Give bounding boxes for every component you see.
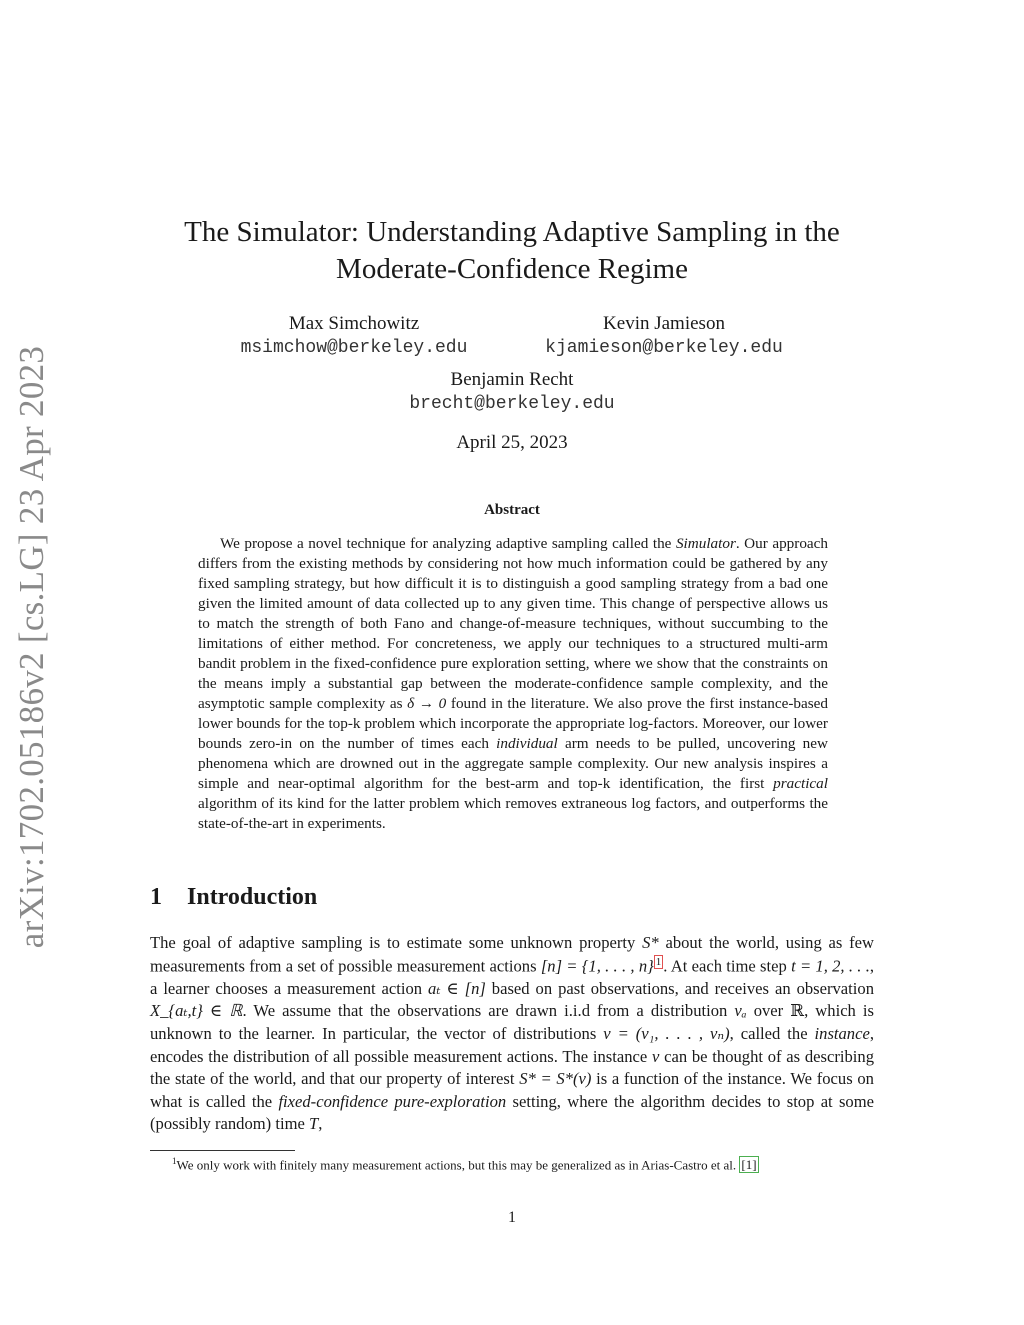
abstract-heading: Abstract — [484, 502, 540, 518]
section-heading-introduction — [150, 884, 317, 911]
citation-link[interactable]: [1] — [741, 1157, 757, 1173]
footnote-mark: 1 — [172, 1156, 177, 1166]
section-number: 1 — [150, 884, 162, 910]
section-title: Introduction — [187, 884, 318, 910]
author-name: Benjamin Recht — [450, 369, 574, 390]
title-line-2: Moderate-Confidence Regime — [336, 253, 688, 285]
footnote-link[interactable]: 1 — [655, 955, 662, 968]
author-name: Kevin Jamieson — [603, 313, 725, 334]
author-email[interactable]: kjamieson@berkeley.edu — [545, 338, 783, 358]
author-email[interactable]: brecht@berkeley.edu — [409, 394, 615, 414]
abstract-body: We propose a novel technique for analyzing adaptive sampling called the Simulator. Our approach differs from the existing methods by considering not how much information could be gathered by any fixed sampling strategy, but how difficult it is to distinguish a good sampling strategy from a bad one given the limited amount of data collected up to any given time. This change of perspective allows us to match the strength of both Fano and change-of-measure techniques, without succumbing to the limitations of either method. For concreteness, we apply our techniques to a structured multi-arm bandit problem in the fixed-confidence pure exploration setting, where we show that the constraints on the means imply a substantial gap between the moderate-confidence sample complexity, and the asymptotic sample complexity as δ → 0 found in the literature. We also prove the first instance-based lower bounds for the top-k problem which incorporate the appropriate log-factors. Moreover, our lower bounds zero-in on the number of times each individual arm needs to be pulled, uncovering new phenomena which are drowned out in the aggregate sample complexity. Our new analysis inspires a simple and near-optimal algorithm for the best-arm and top-k identification, the first practical algorithm of its kind for the latter problem which removes extraneous log factors, and outperforms the state-of-the-art in experiments. — [198, 535, 829, 832]
arxiv-id-text: arXiv:1702.05186v2 [cs.LG] 23 Apr 2023 — [12, 345, 51, 949]
publication-date: April 25, 2023 — [456, 432, 568, 453]
author-block-1 — [214, 312, 494, 360]
footnote-divider — [150, 1150, 295, 1151]
author-email[interactable]: msimchow@berkeley.edu — [240, 338, 468, 358]
arxiv-identifier-stamp — [7, 345, 57, 949]
footnote-text: We only work with finitely many measurement actions, but this may be generalized as in Arias-Castro et al. — [176, 1157, 740, 1173]
paper-title — [150, 214, 874, 288]
introduction-paragraph: The goal of adaptive sampling is to estimate some unknown property S* about the world, using as few measurements from a set of possible measurement actions [n] = {1, . . . , n} $^1$ . At each time step t = 1, 2, . . ., a learner chooses a measurement action aₜ ∈ [n] based on past observations, and receives an observation X_{aₜ,t} ∈ ℝ. We assume that the observations are drawn i.i.d from a distribution νₐ over ℝ, which is unknown to the learner. In particular, the vector of distributions ν = (ν₁, . . . , νₙ), called the instance, encodes the distribution of all possible measurement actions. The instance ν can be thought of as describing the state of the world, and that our property of interest S* = S*(ν) is a function of the instance. We focus on what is called the fixed-confidence pure-exploration setting, where the algorithm decides to stop at some (possibly random) time T, — [150, 933, 875, 1134]
author-name: Max Simchowitz — [288, 313, 420, 334]
author-block-3 — [372, 368, 652, 416]
page-number: 1 — [508, 1209, 516, 1226]
title-line-1: The Simulator: Understanding Adaptive Sampling in the — [184, 216, 840, 248]
footnote-1 — [172, 1153, 759, 1173]
author-block-2 — [524, 312, 804, 360]
